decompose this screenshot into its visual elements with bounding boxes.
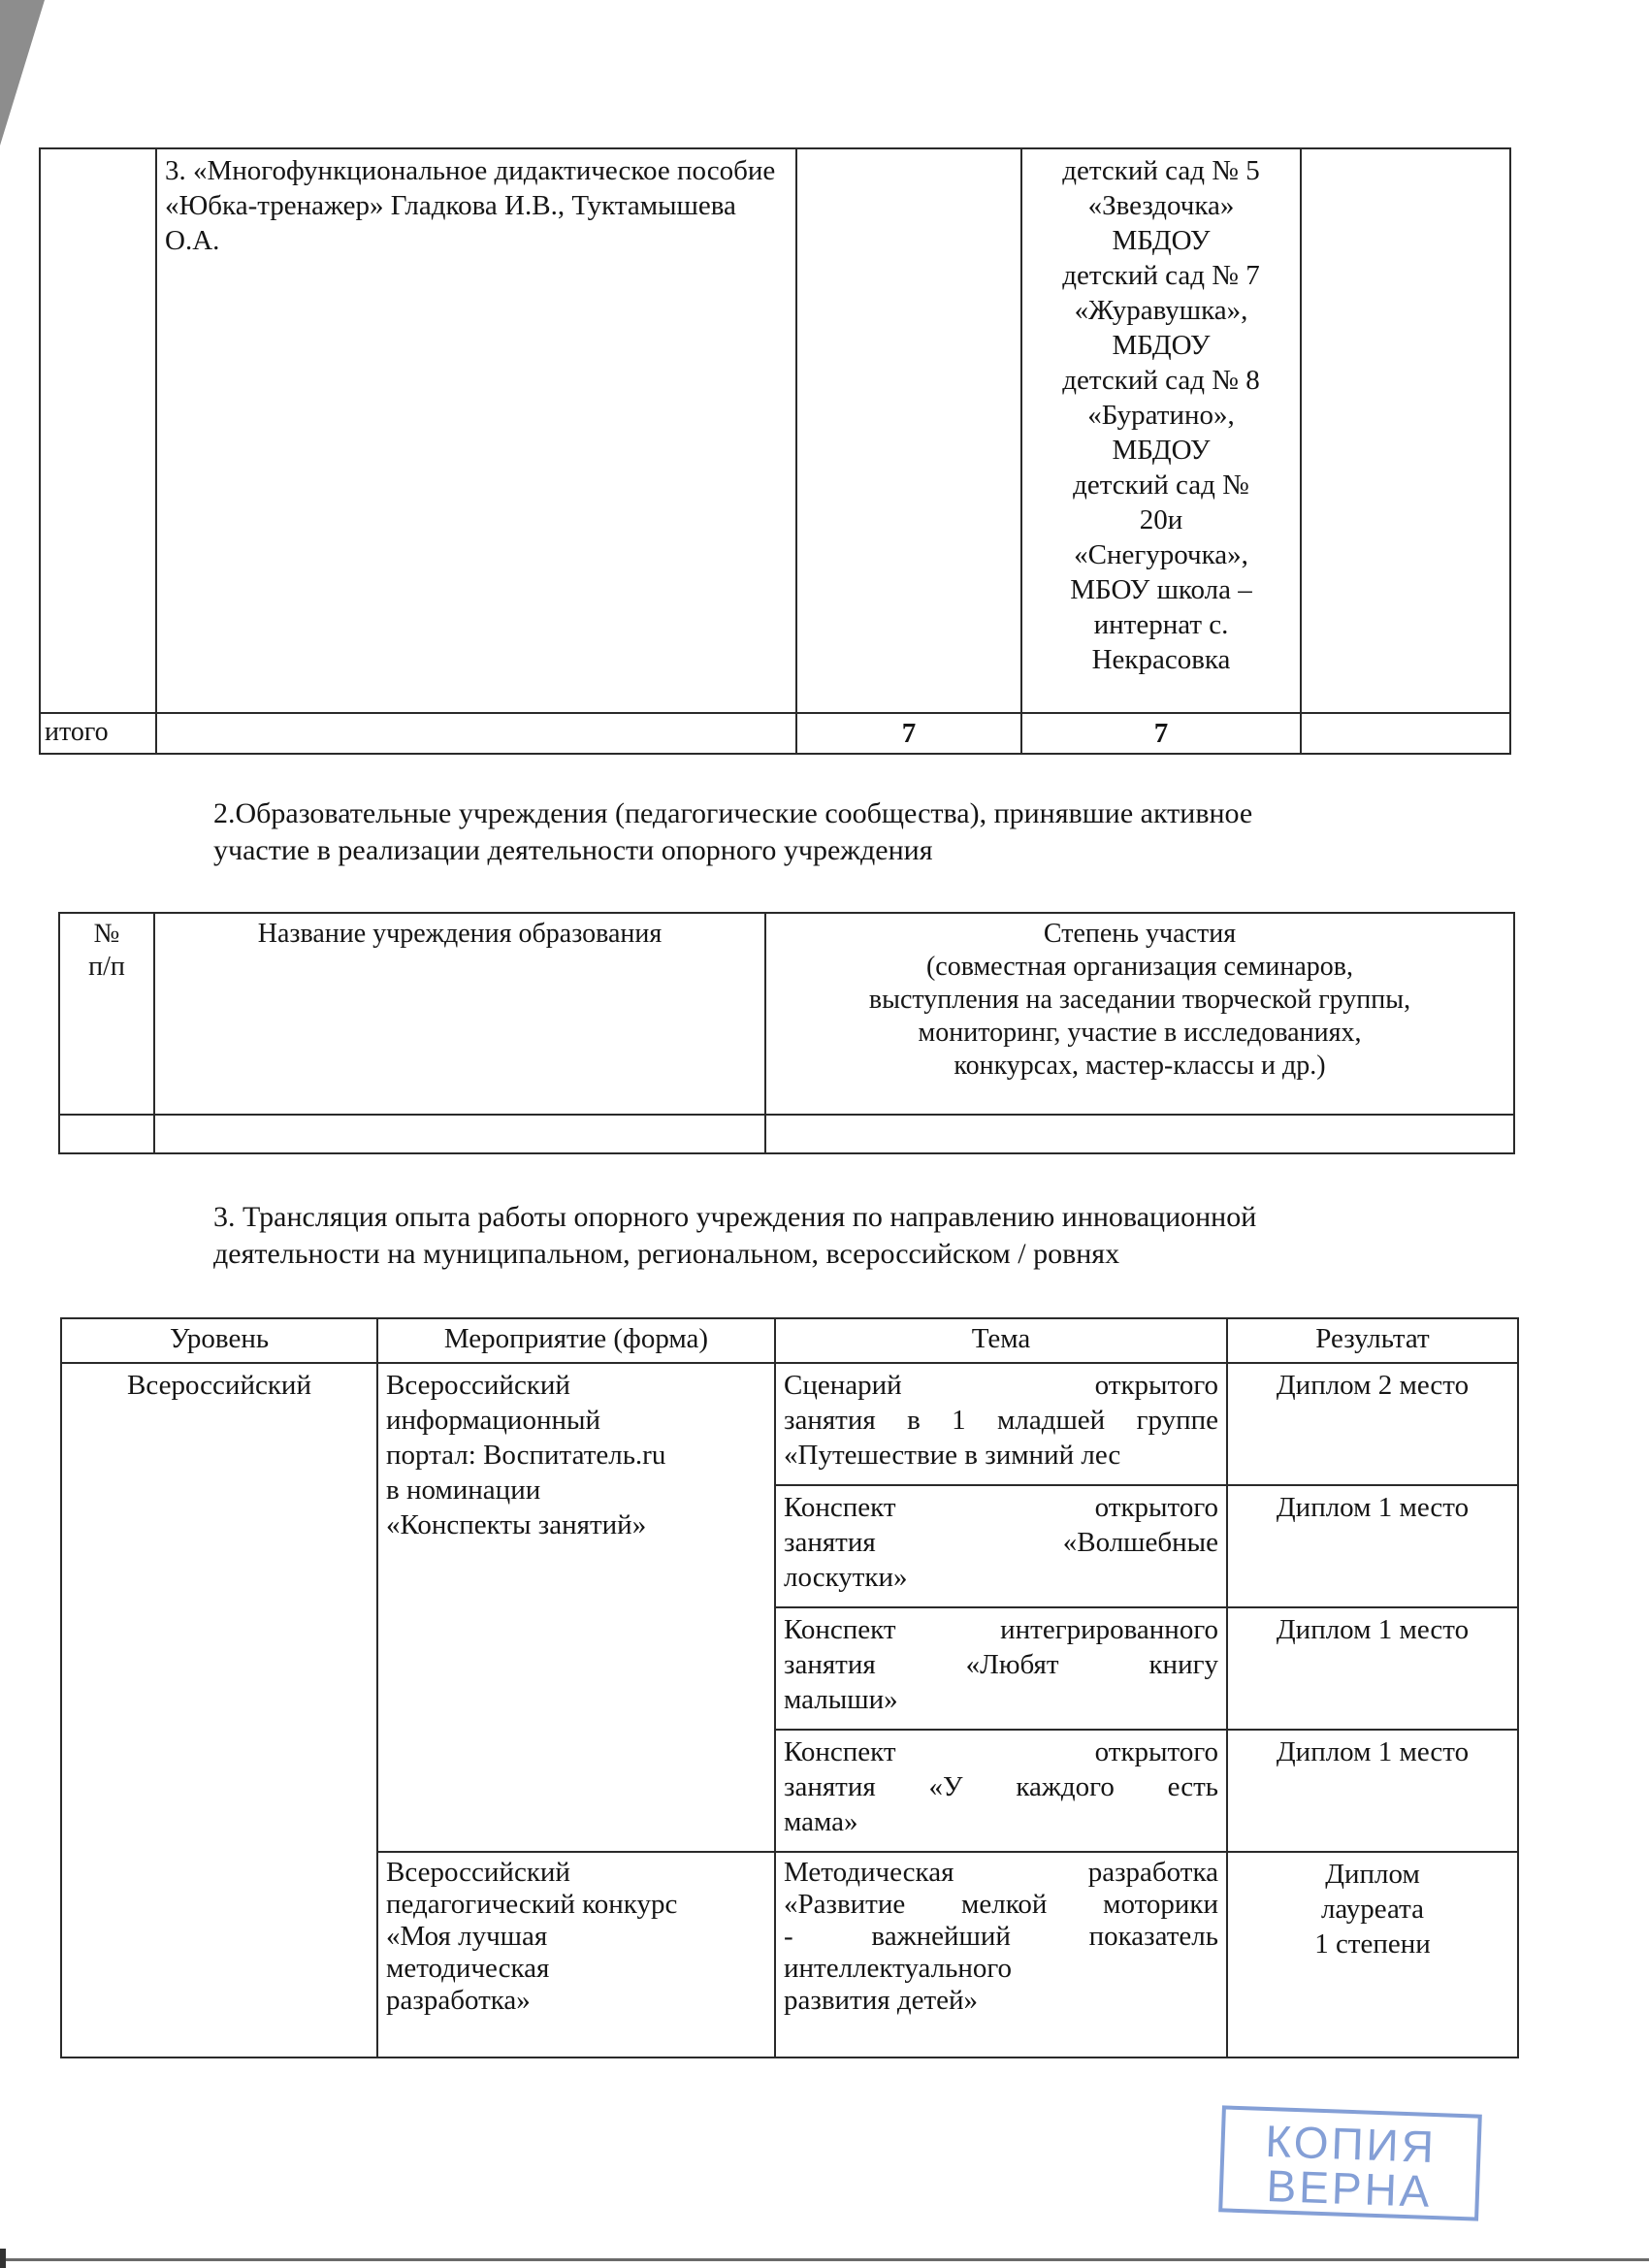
result-row-3: Диплом 1 место: [1227, 1607, 1518, 1730]
col-number-header: № п/п: [59, 913, 154, 1115]
cell-num-empty: [40, 148, 156, 713]
col-degree-header: Степень участия (совместная организация семинаров, выступления на заседании творческой группы, мониторинг, участие в исследованиях, конкурсах, мастер-классы и др.): [765, 913, 1514, 1115]
table-continuation: [39, 147, 1511, 755]
cell-empty: [156, 713, 796, 754]
header-theme: Тема: [775, 1318, 1227, 1363]
level-cell: Всероссийский: [61, 1363, 377, 2057]
cell-empty: [796, 148, 1021, 713]
cell-empty: [154, 1115, 765, 1153]
event-contest: Всероссийский педагогический конкурс «Моя лучшая методическая разработка»: [377, 1852, 775, 2057]
section2-heading: 2.Образовательные учреждения (педагогические сообщества), принявшие активное участие в реализации деятельности опорного учреждения: [213, 797, 1253, 866]
theme-row-4: Конспект открытого занятия «У каждого есть мама»: [775, 1730, 1227, 1852]
result-row-5: Диплом лауреата 1 степени: [1227, 1852, 1518, 2057]
table-participants: [58, 912, 1515, 1154]
table-experience: [60, 1317, 1519, 2058]
theme-row-3: Конспект интегрированного занятия «Любят книгу малыши»: [775, 1607, 1227, 1730]
scan-edge-mark: [0, 2249, 6, 2268]
col-name-header: Название учреждения образования: [154, 913, 765, 1115]
cell-empty: [1301, 713, 1510, 754]
institutions-list: детский сад № 5 «Звездочка» МБДОУ детский сад № 7 «Журавушка», МБДОУ детский сад № 8 «Буратино», МБДОУ детский сад № 20и «Снегурочка», МБОУ школа – интернат с. Некрасовка: [1021, 148, 1301, 713]
cell-empty: [1301, 148, 1510, 713]
theme-row-5: Методическая разработка «Развитие мелкой моторики - важнейший показатель интеллектуального развития детей»: [775, 1852, 1227, 2057]
total-col3: 7: [796, 713, 1021, 754]
cell-empty: [59, 1115, 154, 1153]
result-row-4: Диплом 1 место: [1227, 1730, 1518, 1852]
scan-corner-shadow: [0, 0, 45, 146]
result-row-1: Диплом 2 место: [1227, 1363, 1518, 1485]
theme-row-1: Сценарий открытого занятия в 1 младшей группе «Путешествие в зимний лес: [775, 1363, 1227, 1485]
theme-row-2: Конспект открытого занятия «Волшебные лоскутки»: [775, 1485, 1227, 1607]
header-event: Мероприятие (форма): [377, 1318, 775, 1363]
result-row-2: Диплом 1 место: [1227, 1485, 1518, 1607]
total-label: итого: [40, 713, 156, 754]
header-level: Уровень: [61, 1318, 377, 1363]
cell-empty: [765, 1115, 1514, 1153]
total-col4: 7: [1021, 713, 1301, 754]
scan-bottom-edge: [0, 2258, 1649, 2261]
event-portal: Всероссийский информационный портал: Воспитатель.ru в номинации «Конспекты занятий»: [377, 1363, 775, 1852]
header-result: Результат: [1227, 1318, 1518, 1363]
section3-heading: 3. Трансляция опыта работы опорного учреждения по направлению инновационной деятельности на муниципальном, региональном, всероссийском / ровнях: [213, 1201, 1257, 1270]
item-description: 3. «Многофункциональное дидактическое пособие «Юбка-тренажер» Гладкова И.В., Туктамышева О.А.: [156, 148, 796, 713]
copy-verified-stamp: КОПИЯ ВЕРНА: [1218, 2105, 1482, 2220]
